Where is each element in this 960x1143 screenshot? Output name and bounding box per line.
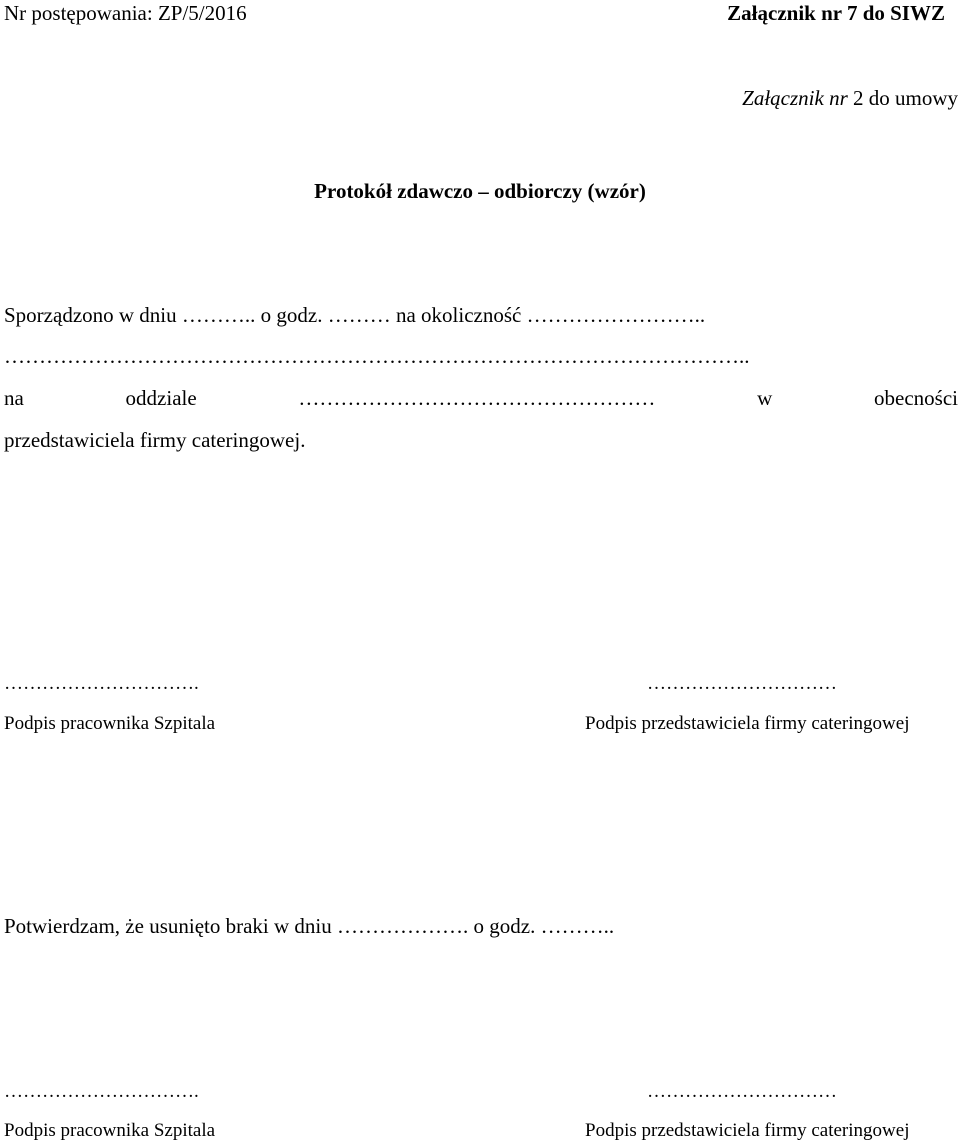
document-title: Protokół zdawczo – odbiorczy (wzór) [314,179,646,203]
ward-blank: …………………………………………… [298,386,656,410]
paragraph-line-4: przedstawiciela firmy cateringowej. [4,428,306,452]
hospital-signature-line-2: …………………………. [4,1081,199,1102]
annex-contract-label [742,88,958,109]
paragraph-line-3 [4,388,958,409]
word-oddziale: oddziale [125,386,197,410]
annex-contract-rest: 2 do umowy [847,86,958,110]
paragraph-line-2: …………………………………………………………………………………………….. [4,344,750,368]
word-obecnosci: obecności [874,386,958,410]
hospital-signature-line: …………………………. [4,673,199,694]
catering-signature-line: ………………………… [647,673,837,694]
catering-signature-label: Podpis przedstawiciela firmy cateringowej [585,713,910,734]
paragraph-line-1: Sporządzono w dniu ……….. o godz. ……… na okoliczność …………………….. [4,303,706,327]
annex-contract-italic: Załącznik nr [742,86,848,110]
catering-signature-label-2: Podpis przedstawiciela firmy cateringowej [585,1120,910,1141]
hospital-signature-label: Podpis pracownika Szpitala [4,713,216,734]
annex-siwz-label: Załącznik nr 7 do SIWZ [727,1,945,25]
hospital-signature-label-2: Podpis pracownika Szpitala [4,1120,216,1141]
confirmation-line: Potwierdzam, że usunięto braki w dniu ………………. o godz. ……….. [4,914,615,938]
word-na: na [4,386,24,410]
case-number: Nr postępowania: ZP/5/2016 [4,1,247,25]
word-w: w [757,386,773,410]
catering-signature-line-2: ………………………… [647,1081,837,1102]
